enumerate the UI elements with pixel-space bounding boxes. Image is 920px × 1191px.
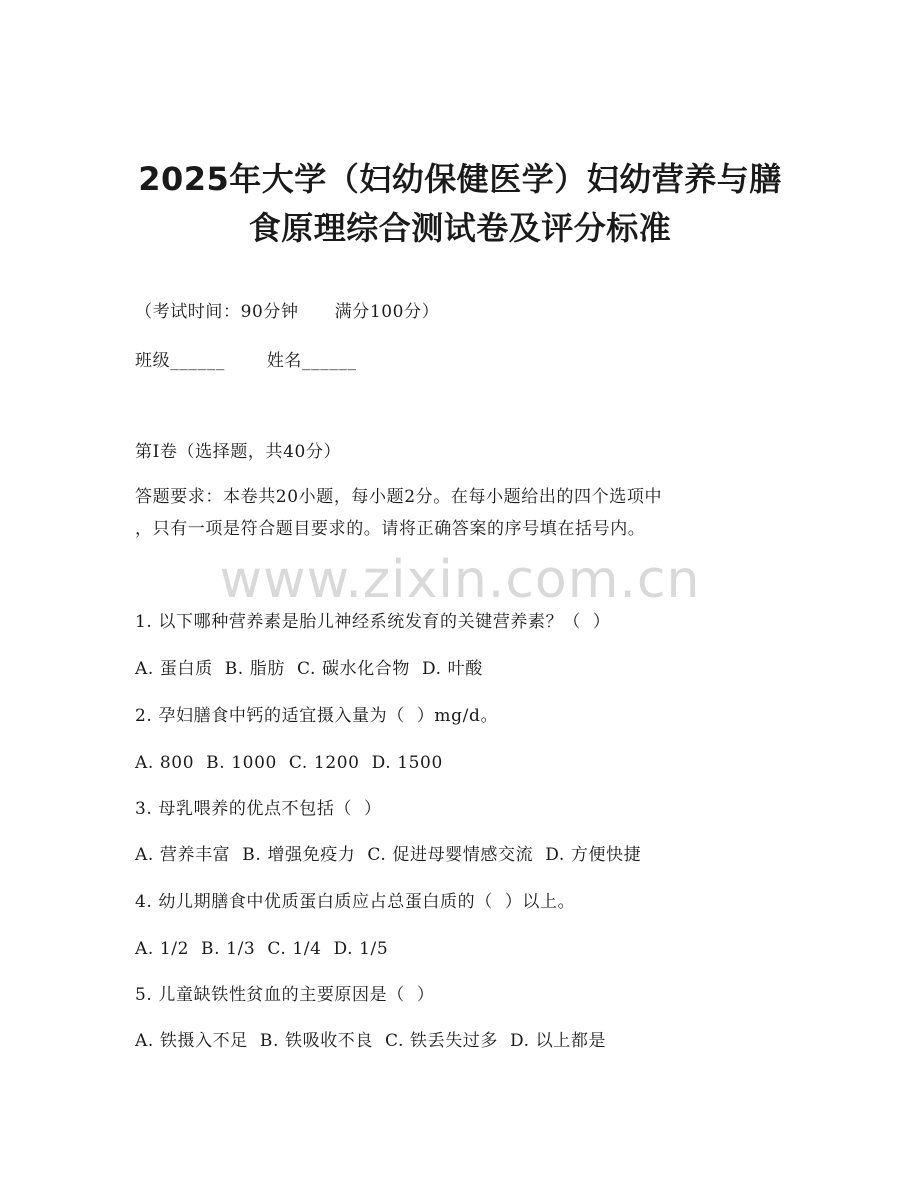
watermark: www.zixin.com.cn bbox=[219, 550, 701, 610]
question-options: A. 营养丰富 B. 增强免疫力 C. 促进母婴情感交流 D. 方便快捷 bbox=[135, 845, 642, 865]
question-options: A. 铁摄入不足 B. 铁吸收不良 C. 铁丢失过多 D. 以上都是 bbox=[135, 1031, 607, 1051]
question-stem: 1. 以下哪种营养素是胎儿神经系统发育的关键营养素？（ ） bbox=[135, 612, 611, 632]
question-stem: 2. 孕妇膳食中钙的适宜摄入量为（ ）mg/d。 bbox=[135, 706, 499, 726]
instructions-line-1: 答题要求：本卷共20小题，每小题2分。在每小题给出的四个选项中 bbox=[135, 487, 663, 507]
exam-info: （考试时间：90分钟 满分100分） bbox=[135, 302, 440, 322]
question-options: A. 蛋白质 B. 脂肪 C. 碳水化合物 D. 叶酸 bbox=[135, 659, 483, 679]
instructions-line-2: ，只有一项是符合题目要求的。请将正确答案的序号填在括号内。 bbox=[135, 519, 646, 539]
section-title: 第I卷（选择题，共40分） bbox=[135, 442, 342, 462]
question-stem: 4. 幼儿期膳食中优质蛋白质应占总蛋白质的（ ）以上。 bbox=[135, 892, 576, 912]
document-title-line-1: 2025年大学（妇幼保健医学）妇幼营养与膳 bbox=[138, 160, 782, 198]
question-options: A. 800 B. 1000 C. 1200 D. 1500 bbox=[135, 753, 443, 773]
question-options: A. 1/2 B. 1/3 C. 1/4 D. 1/5 bbox=[135, 939, 389, 959]
question-stem: 5. 儿童缺铁性贫血的主要原因是（ ） bbox=[135, 985, 435, 1005]
student-info: 班级______ 姓名______ bbox=[135, 351, 357, 371]
question-stem: 3. 母乳喂养的优点不包括（ ） bbox=[135, 799, 382, 819]
document-title-line-2: 食原理综合测试卷及评分标准 bbox=[248, 209, 672, 247]
